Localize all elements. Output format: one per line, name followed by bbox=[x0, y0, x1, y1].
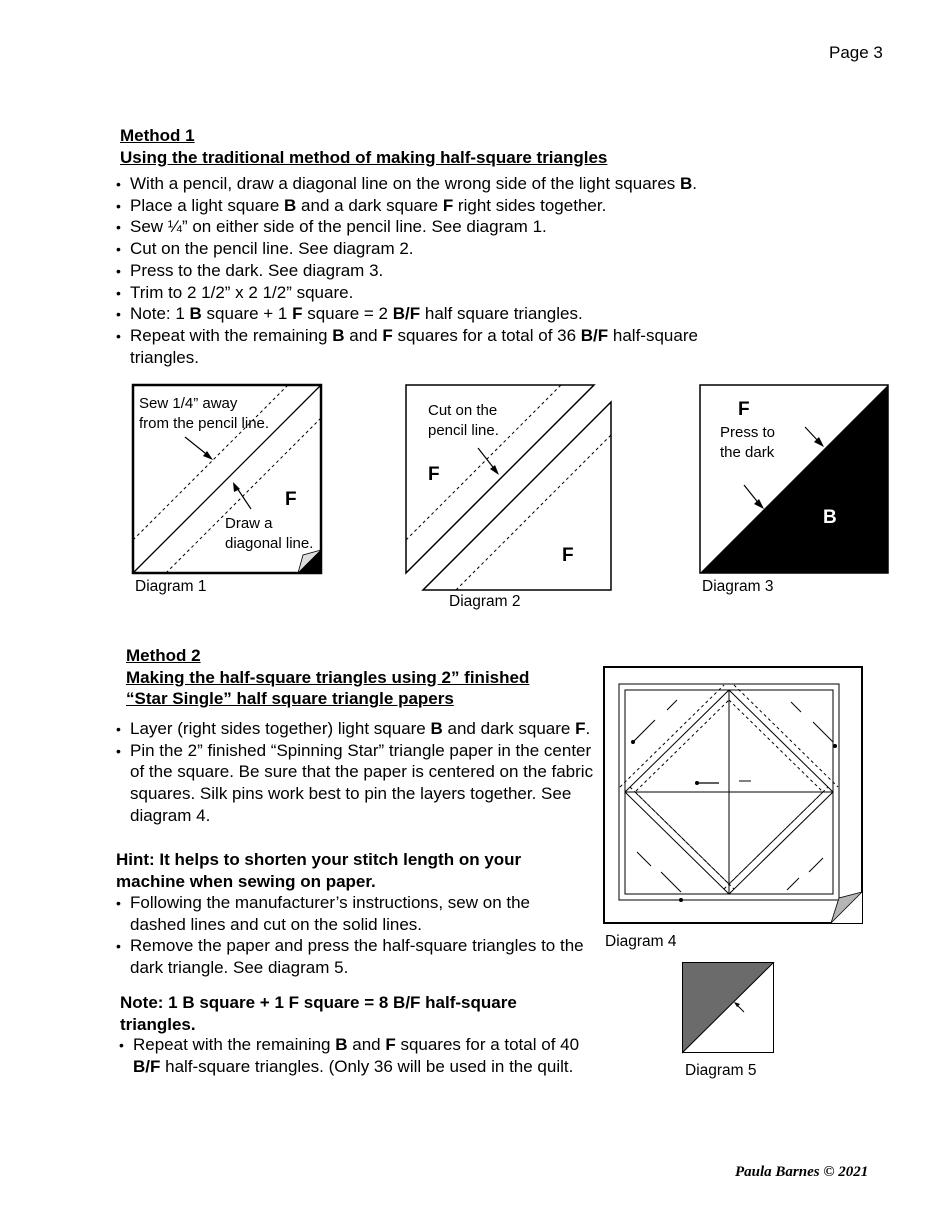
list-item-text: Repeat with the remaining bbox=[133, 1035, 336, 1054]
method1-steps bbox=[116, 173, 766, 368]
list-item-text: right sides together. bbox=[453, 195, 607, 215]
list-item-text: Remove the paper and press the half-square triangles to the dark triangle. See diagram 5. bbox=[130, 936, 584, 978]
list-item bbox=[116, 195, 766, 217]
diagram4-pin-head-3 bbox=[833, 744, 837, 748]
diagram4-pin-head bbox=[695, 781, 699, 785]
list-item bbox=[116, 282, 766, 304]
diagram4-pin-head-4 bbox=[679, 898, 683, 902]
list-item-text: and bbox=[344, 325, 383, 345]
list-item bbox=[116, 173, 766, 195]
list-item bbox=[116, 238, 766, 260]
list-item-text: Pin the 2” finished “Spinning Star” triangle paper in the center of the square. Be sure that the paper is centered on the fabric squares. Silk pins work best to pin the layers together. See diagram 4. bbox=[130, 740, 594, 825]
diagram-1 bbox=[133, 385, 323, 575]
method1-header bbox=[120, 125, 607, 168]
list-item-text: and dark square bbox=[442, 719, 576, 738]
list-item bbox=[116, 303, 766, 325]
list-item-text: B/F bbox=[133, 1056, 161, 1076]
diagram3-letter-f: F bbox=[738, 399, 750, 420]
list-item bbox=[116, 325, 766, 368]
list-item-text: B/F bbox=[392, 304, 421, 324]
list-item-text: Repeat with the remaining bbox=[130, 325, 333, 345]
diagram4-caption: Diagram 4 bbox=[605, 933, 677, 950]
diagram3-note-1: Press to bbox=[720, 424, 776, 441]
list-item bbox=[119, 1034, 599, 1077]
diagram-5 bbox=[682, 962, 776, 1054]
list-item bbox=[116, 260, 766, 282]
diagram2-letter-f-left: F bbox=[428, 464, 440, 485]
list-item-text: squares for a total of 40 bbox=[395, 1035, 580, 1054]
diagram1-letter-f: F bbox=[285, 489, 297, 510]
method2-header bbox=[126, 645, 529, 710]
page-number: Page 3 bbox=[829, 43, 883, 62]
diagram-4 bbox=[603, 666, 865, 928]
method2-steps-a bbox=[116, 718, 596, 827]
list-item-text: F bbox=[575, 719, 586, 738]
list-item-text: F bbox=[442, 195, 454, 215]
method2-hint: Hint: It helps to shorten your stitch length on your machine when sewing on paper. bbox=[116, 850, 522, 891]
list-item-text: half square triangles. bbox=[420, 304, 583, 324]
diagram-2 bbox=[406, 385, 616, 595]
list-item bbox=[116, 216, 766, 238]
list-item-text: and bbox=[347, 1035, 386, 1054]
list-item-text: B bbox=[332, 325, 345, 345]
method2-title: Method 2 bbox=[126, 646, 201, 665]
list-item-text: Sew ¼” on either side of the pencil line. See diagram 1. bbox=[130, 217, 547, 237]
list-item-text: Place a light square bbox=[130, 195, 285, 215]
diagram1-note-bottom-1: Draw a bbox=[225, 515, 273, 532]
diagram4-pin-head-2 bbox=[631, 740, 635, 744]
method2-steps-b bbox=[116, 892, 586, 979]
list-item-text: half-square triangles. (Only 36 will be used in the quilt. bbox=[160, 1056, 574, 1076]
diagram5-caption: Diagram 5 bbox=[685, 1062, 757, 1079]
diagram2-letter-f-right: F bbox=[562, 545, 574, 566]
diagram3-note-2: the dark bbox=[720, 444, 775, 461]
list-item-text: With a pencil, draw a diagonal line on the wrong side of the light squares bbox=[130, 174, 680, 193]
diagram1-note-top-2: from the pencil line. bbox=[139, 415, 270, 432]
diagram3-caption: Diagram 3 bbox=[702, 578, 774, 595]
method1-title: Method 1 bbox=[120, 126, 195, 145]
list-item-text: . bbox=[692, 174, 698, 193]
diagram2-note-2: pencil line. bbox=[428, 422, 499, 439]
list-item-text: Layer (right sides together) light square bbox=[130, 719, 431, 738]
list-item bbox=[116, 935, 586, 978]
method2-steps-c bbox=[119, 1034, 599, 1077]
list-item-text: and a dark square bbox=[296, 195, 443, 215]
method2-subtitle-2: “Star Single” half square triangle papers bbox=[126, 689, 454, 709]
list-item-text: B bbox=[335, 1035, 348, 1054]
list-item-text: . bbox=[585, 719, 591, 738]
list-item-text: square = 2 bbox=[302, 304, 393, 324]
list-item-text: Following the manufacturer’s instructions, sew on the dashed lines and cut on the solid lines. bbox=[130, 893, 531, 934]
diagram1-note-bottom-2: diagonal line. bbox=[225, 535, 314, 552]
list-item-text: F bbox=[382, 325, 393, 345]
list-item-text: Trim to 2 1/2” x 2 1/2” square. bbox=[130, 282, 354, 302]
list-item-text: B bbox=[284, 195, 297, 215]
list-item-text: Cut on the pencil line. See diagram 2. bbox=[130, 239, 414, 259]
list-item-text: Press to the dark. See diagram 3. bbox=[130, 260, 384, 280]
list-item-text: F bbox=[292, 304, 303, 324]
list-item-text: B bbox=[680, 174, 693, 193]
diagram-3 bbox=[700, 385, 890, 575]
list-item bbox=[116, 740, 596, 827]
list-item-text: Note: 1 bbox=[130, 304, 190, 324]
method2-note: Note: 1 B square + 1 F square = 8 B/F half-square triangles. bbox=[120, 993, 517, 1034]
list-item-text: square + 1 bbox=[201, 304, 293, 324]
list-item bbox=[116, 718, 596, 740]
diagram1-note-top-1: Sew 1/4” away bbox=[139, 395, 238, 412]
list-item-text: F bbox=[385, 1035, 396, 1054]
method1-subtitle: Using the traditional method of making half-square triangles bbox=[120, 147, 608, 167]
diagram1-caption: Diagram 1 bbox=[135, 578, 207, 595]
diagram3-letter-b: B bbox=[823, 507, 837, 528]
list-item-text: half-square triangles. bbox=[130, 325, 698, 367]
diagram2-caption: Diagram 2 bbox=[449, 593, 521, 610]
method2-subtitle-1: Making the half-square triangles using 2” finished bbox=[126, 667, 530, 687]
list-item-text: B bbox=[430, 719, 443, 738]
list-item-text: B/F bbox=[580, 325, 609, 345]
list-item-text: B bbox=[189, 304, 202, 324]
diagram2-note-1: Cut on the bbox=[428, 402, 498, 419]
list-item bbox=[116, 892, 586, 935]
list-item-text: squares for a total of 36 bbox=[392, 325, 581, 345]
footer-copyright: Paula Barnes © 2021 bbox=[735, 1164, 869, 1180]
